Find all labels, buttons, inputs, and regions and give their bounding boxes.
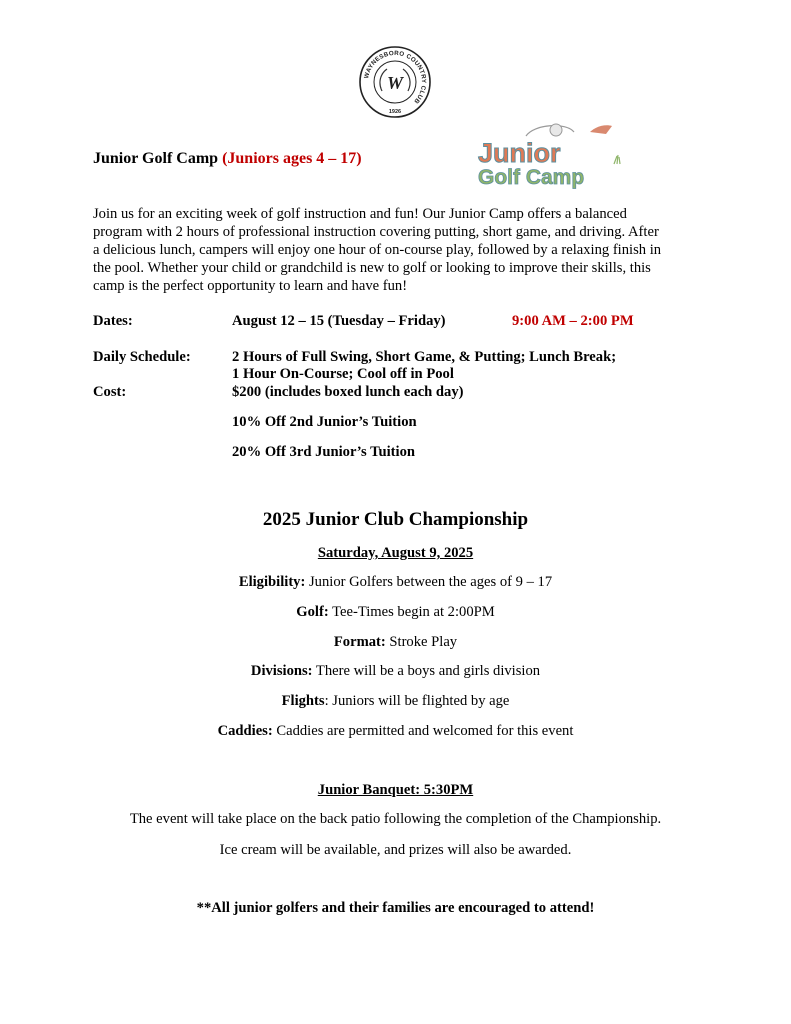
seal-ring-text: WAYNESBORO COUNTRY CLUB: [363, 49, 428, 105]
caddies-label: Caddies:: [217, 723, 273, 739]
camp-description: [93, 205, 708, 295]
flights-line: [0, 693, 791, 710]
description-line: camp is the perfect opportunity to learn and have fun!: [93, 278, 408, 294]
caddies-value: Caddies are permitted and welcomed for this event: [272, 723, 574, 739]
championship-title: 2025 Junior Club Championship: [262, 509, 529, 530]
format-label: Format:: [333, 634, 386, 650]
eligibility-label: Eligibility:: [238, 574, 306, 590]
eligibility-value: Junior Golfers between the ages of 9 – 17: [305, 574, 553, 590]
eligibility-line: [0, 574, 791, 591]
description-line: Join us for an exciting week of golf instruction and fun! Our Junior Camp offers a balanced: [93, 206, 627, 222]
schedule-label: Daily Schedule:: [93, 349, 191, 365]
seal-monogram: W: [386, 73, 404, 93]
camp-logo-line1: Junior: [478, 138, 561, 168]
club-seal-logo: [358, 45, 432, 119]
banquet-title: Junior Banquet: 5:30PM: [317, 782, 474, 798]
description-line: program with 2 hours of professional instruction covering putting, short game, and driving. After: [93, 224, 659, 240]
divisions-label: Divisions:: [250, 663, 313, 679]
camp-heading: [93, 150, 362, 168]
banquet-line-2: Ice cream will be available, and prizes will also be awarded.: [219, 842, 572, 858]
description-line: a delicious lunch, campers will enjoy one hour of on-course play, followed by a relaxing finish in: [93, 242, 662, 258]
discount-second-junior: 10% Off 2nd Junior’s Tuition: [232, 414, 417, 430]
caddies-line: [0, 723, 791, 740]
camp-logo-line2: Golf Camp: [478, 166, 585, 189]
divisions-value: There will be a boys and girls division: [312, 663, 541, 679]
cost-label: Cost:: [93, 384, 127, 400]
camp-time: 9:00 AM – 2:00 PM: [512, 313, 634, 329]
banquet-line-1: The event will take place on the back patio following the completion of the Championship.: [129, 811, 662, 827]
championship-date: Saturday, August 9, 2025: [317, 545, 474, 561]
junior-golf-camp-logo: [474, 120, 630, 192]
discount-third-junior: 20% Off 3rd Junior’s Tuition: [232, 444, 415, 460]
format-line: [0, 634, 791, 651]
seal-year: 1926: [388, 109, 402, 115]
camp-ages: (Juniors ages 4 – 17): [222, 150, 362, 167]
schedule-line-2: 1 Hour On-Course; Cool off in Pool: [232, 366, 454, 382]
golf-label: Golf:: [296, 604, 329, 620]
footer-note: **All junior golfers and their families are encouraged to attend!: [196, 900, 595, 916]
schedule-line-1: 2 Hours of Full Swing, Short Game, & Putting; Lunch Break;: [232, 349, 617, 365]
format-value: Stroke Play: [385, 634, 458, 650]
golf-line: [0, 604, 791, 621]
description-line: the pool. Whether your child or grandchild is new to golf or looking to improve their skills, this: [93, 260, 651, 276]
divisions-line: [0, 663, 791, 680]
cost-value: $200 (includes boxed lunch each day): [232, 384, 464, 400]
dates-label: Dates:: [93, 313, 133, 329]
flights-label: Flights: [281, 693, 325, 709]
golf-value: Tee-Times begin at 2:00PM: [328, 604, 495, 620]
camp-title: Junior Golf Camp: [93, 150, 219, 167]
dates-value: August 12 – 15 (Tuesday – Friday): [232, 313, 446, 329]
flights-value: : Juniors will be flighted by age: [324, 693, 510, 709]
